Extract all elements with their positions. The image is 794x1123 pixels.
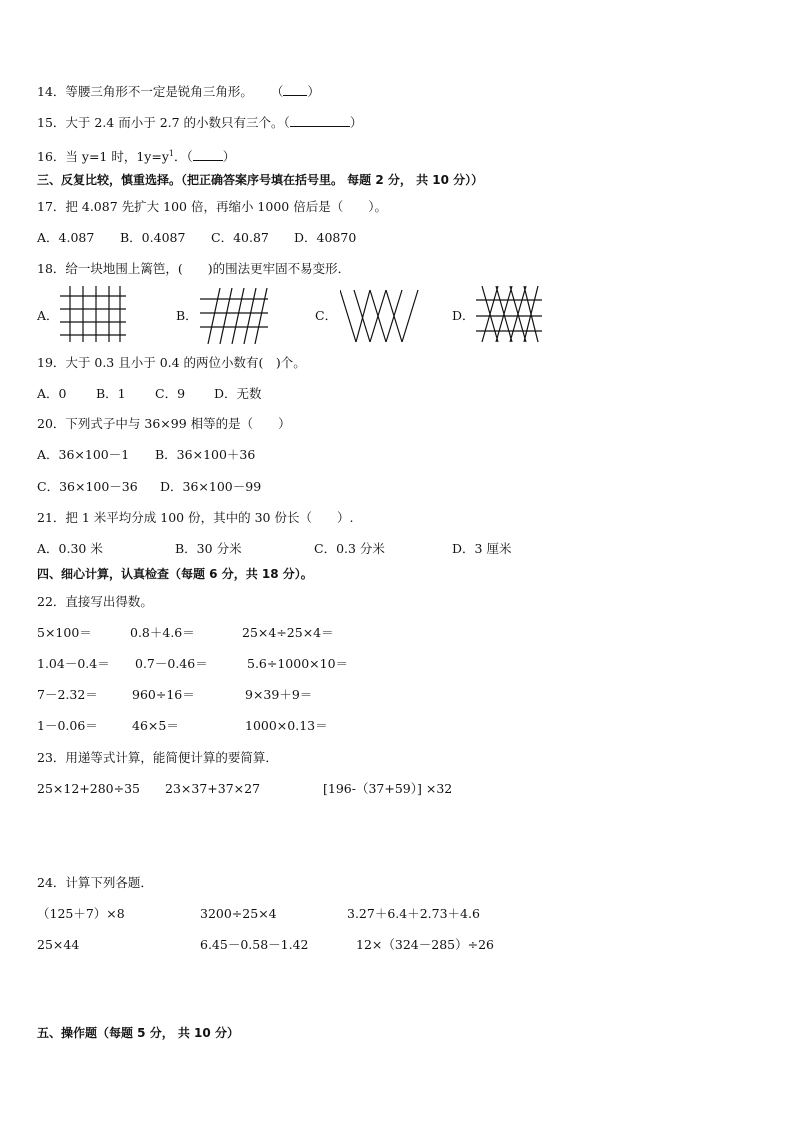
q21-option-a[interactable]: A．0.30 米 (37, 541, 103, 556)
q19-option-c[interactable]: C．9 (155, 386, 186, 401)
q24-item: 25×44 (37, 937, 80, 952)
q18-label-d[interactable]: D． (452, 308, 475, 323)
q20-stem: 20．下列式子中与 36×99 相等的是（ ） (37, 416, 291, 431)
q17-option-c[interactable]: C．40.87 (211, 230, 269, 245)
q18-stem: 18．给一块地围上篱笆，( )的围法更牢固不易变形． (37, 261, 351, 276)
section-4-heading: 四、细心计算，认真检查（每题 6 分，共 18 分）。 (37, 567, 313, 581)
q17-stem: 17．把 4.087 先扩大 100 倍，再缩小 1000 倍后是（ ）。 (37, 199, 387, 214)
q17-option-b[interactable]: B．0.4087 (120, 230, 186, 245)
q22-stem: 22．直接写出得数。 (37, 594, 153, 609)
q19-stem: 19．大于 0.3 且小于 0.4 的两位小数有( )个。 (37, 355, 306, 370)
q23-item: 25×12+280÷35 (37, 781, 140, 796)
q21-option-b[interactable]: B．30 分米 (175, 541, 242, 556)
q23-stem: 23．用递等式计算，能简便计算的要简算． (37, 750, 278, 765)
q22-item: 46×5＝ (132, 718, 179, 733)
q22-item: 5×100＝ (37, 625, 92, 640)
q14-close: ） (307, 84, 320, 99)
q22-item: 0.7－0.46＝ (135, 656, 208, 671)
q20-option-a[interactable]: A．36×100－1 (37, 447, 130, 462)
q24-item: 12×（324－285）÷26 (356, 937, 494, 952)
q22-item: 1000×0.13＝ (245, 718, 328, 733)
q22-item: 9×39＋9＝ (245, 687, 313, 702)
q22-item: 25×4÷25×4＝ (242, 625, 334, 640)
q22-item: 0.8＋4.6＝ (130, 625, 195, 640)
fence-grid-square-a (60, 286, 128, 342)
q16-answer-blank[interactable] (193, 149, 223, 161)
q20-option-d[interactable]: D．36×100－99 (160, 479, 262, 494)
q24-item: 6.45－0.58－1.42 (200, 937, 309, 952)
q24-item: 3.27＋6.4＋2.73＋4.6 (347, 906, 480, 921)
q16-close: ） (222, 149, 236, 165)
fence-grid-slanted-b (200, 288, 270, 344)
q21-option-c[interactable]: C．0.3 分米 (314, 541, 385, 556)
q20-option-b[interactable]: B．36×100＋36 (155, 447, 256, 462)
question-16 (37, 146, 235, 165)
q18-label-a[interactable]: A． (37, 308, 59, 323)
q22-item: 7－2.32＝ (37, 687, 98, 702)
q19-option-b[interactable]: B．1 (96, 386, 126, 401)
fence-zigzag-c (340, 288, 420, 344)
q22-item: 1－0.06＝ (37, 718, 98, 733)
q23-item: 23×37+37×27 (165, 781, 261, 796)
q16-pre: 16．当 y=1 时，1y=y (37, 149, 169, 165)
q17-option-a[interactable]: A．4.087 (37, 230, 95, 245)
q23-item: [196-（37+59）] ×32 (323, 781, 453, 796)
q19-option-a[interactable]: A．0 (37, 386, 67, 401)
question-15 (37, 115, 362, 131)
q19-option-d[interactable]: D．无数 (214, 386, 262, 401)
q16-sup: 1 (168, 149, 174, 158)
fence-crossed-d (476, 284, 544, 344)
q22-item: 960÷16＝ (132, 687, 195, 702)
q18-label-b[interactable]: B． (176, 308, 198, 323)
q15-answer-blank[interactable] (290, 115, 350, 127)
q14-answer-blank[interactable] (283, 84, 307, 96)
q15-text: 15．大于 2.4 而小于 2.7 的小数只有三个。（ (37, 115, 290, 130)
q16-post: ．（ (174, 149, 193, 165)
q24-item: 3200÷25×4 (200, 906, 277, 921)
q20-option-c[interactable]: C．36×100－36 (37, 479, 138, 494)
section-3-heading: 三、反复比较，慎重选择。（把正确答案序号填在括号里。 每题 2 分， 共 10 分）） (37, 173, 484, 187)
question-14 (37, 84, 320, 100)
q21-stem: 21．把 1 米平均分成 100 份，其中的 30 份长（ ）. (37, 510, 354, 525)
section-5-heading: 五、操作题（每题 5 分， 共 10 分） (37, 1026, 239, 1040)
q18-label-c[interactable]: C． (315, 308, 338, 323)
q15-close: ） (349, 115, 363, 130)
q17-option-d[interactable]: D．40870 (294, 230, 357, 245)
q21-option-d[interactable]: D．3 厘米 (452, 541, 512, 556)
q22-item: 1.04－0.4＝ (37, 656, 110, 671)
q14-text: 14．等腰三角形不一定是锐角三角形。 (37, 84, 253, 99)
q22-item: 5.6÷1000×10＝ (247, 656, 349, 671)
q24-item: （125＋7）×8 (37, 906, 125, 921)
q14-open: （ (270, 84, 284, 99)
q24-stem: 24．计算下列各题． (37, 875, 153, 890)
